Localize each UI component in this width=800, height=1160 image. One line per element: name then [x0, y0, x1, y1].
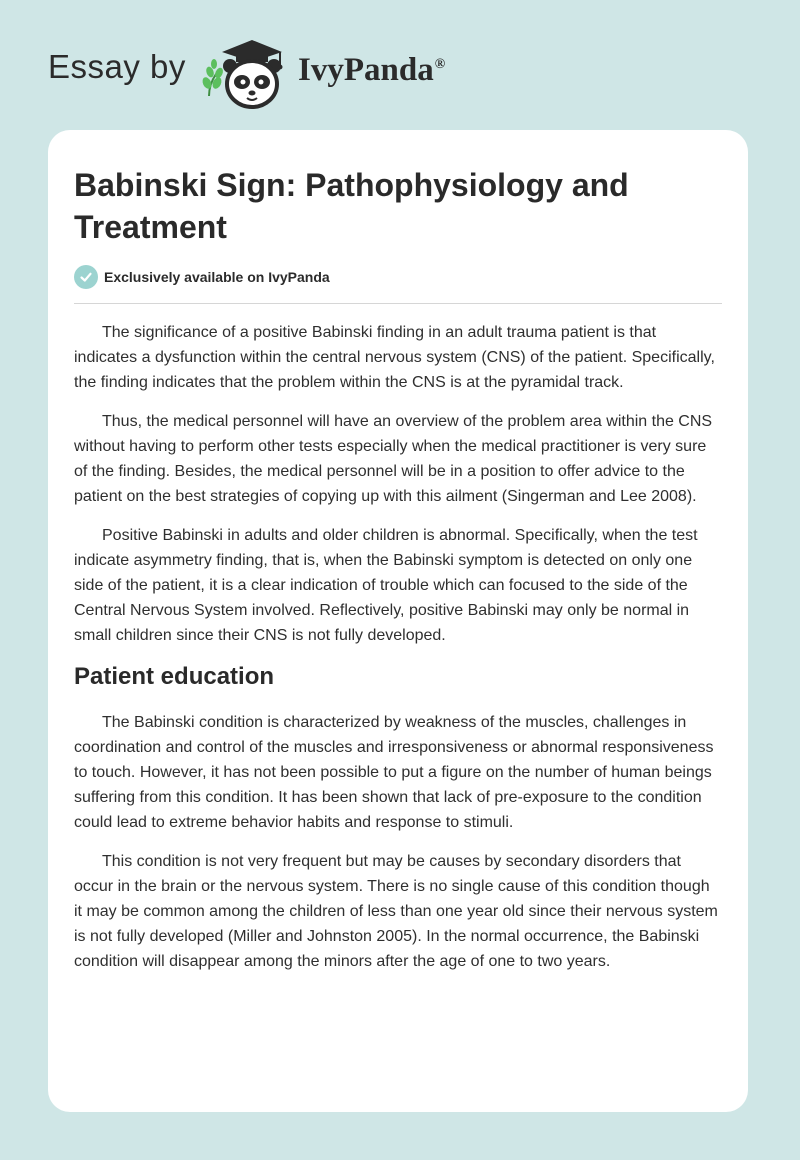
article-card	[48, 130, 748, 1112]
divider	[74, 303, 722, 304]
paragraph: This condition is not very frequent but may be causes by secondary disorders that occur in the brain or the nervous system. There is no single cause of this condition though it may be common among the children of less than one year old since their nervous system is not fully developed (Miller and Johnston 2005). In the normal occurrence, the Babinski condition will disappear among the minors after the age of one to two years.	[74, 853, 718, 970]
leaf-icon	[201, 59, 225, 96]
paragraph: Positive Babinski in adults and older children is abnormal. Specifically, when the test indicate asymmetry finding, that is, when the Babinski symptom is detected on only one side of the patient, it is a clear indication of trouble which can focused to the side of the Central Nervous System involved. Reflectively, positive Babinski may only be normal in small children since their CNS is not fully developed.	[74, 527, 698, 644]
section-heading: Patient education	[74, 663, 275, 690]
exclusive-badge	[74, 264, 330, 290]
badge-text: Exclusively available on IvyPanda	[104, 269, 330, 285]
panda-graduate-icon[interactable]	[200, 36, 292, 110]
brand-prefix: Essay by	[48, 48, 186, 85]
paragraph: Thus, the medical personnel will have an overview of the problem area within the CNS without having to perform other tests especially when the medical practitioner is very sure of the finding. Besides, the medical personnel will be in a position to offer advice to the patient on the best strategies of copying up with this ailment (Singerman and Lee 2008).	[74, 413, 713, 505]
article-body	[74, 320, 722, 988]
page-title: Babinski Sign: Pathophysiology and Treatment	[74, 167, 629, 245]
site-header	[0, 0, 800, 130]
brand-name[interactable]: IvyPanda®	[298, 52, 446, 88]
paragraph: The significance of a positive Babinski finding in an adult trauma patient is that indicates a dysfunction within the central nervous system (CNS) of the patient. Specifically, the finding indicates that the problem within the CNS is at the pyramidal track.	[74, 324, 715, 391]
registered-mark: ®	[434, 57, 446, 72]
check-circle-icon	[74, 265, 98, 289]
paragraph: The Babinski condition is characterized by weakness of the muscles, challenges in coordination and control of the muscles and irresponsiveness or abnormal responsiveness to touch. However, it has not been possible to put a figure on the number of human beings suffering from this condition. It has been shown that lack of pre-exposure to the condition could lead to extreme behavior habits and response to stimuli.	[74, 714, 714, 831]
